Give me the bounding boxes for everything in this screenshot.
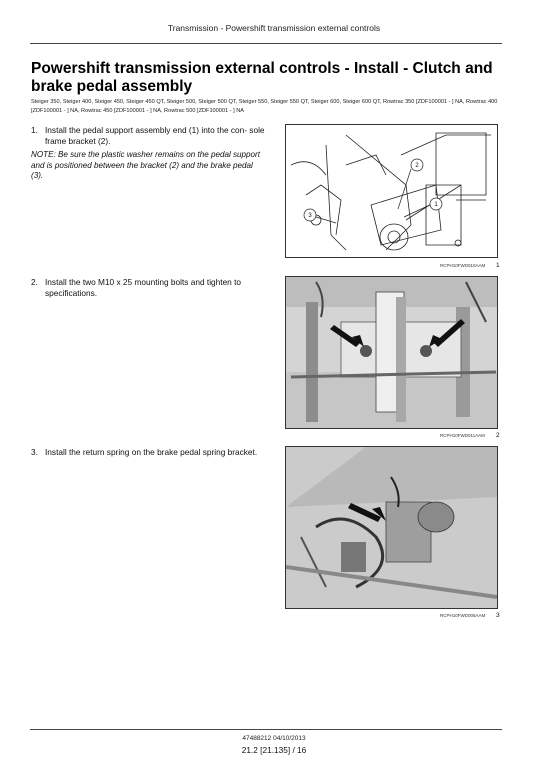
step-number: 3. [31, 447, 38, 457]
footer-page-number: 21.2 [21.135] / 16 [241, 745, 307, 755]
header-divider [30, 43, 502, 44]
running-header: Transmission - Powershift transmission external controls [167, 23, 381, 33]
step-text: Install the return spring on the brake pedal spring bracket. [45, 447, 258, 457]
page-title: Powershift transmission external controls - Install - Clutch and brake pedal assembly [31, 60, 493, 95]
footer-document-ref: 47488212 04/10/2013 [242, 735, 306, 742]
step-3 [31, 447, 267, 458]
step-2 [31, 277, 267, 299]
figure-3-number: 3 [496, 612, 500, 619]
figure-3-return-spring-photo [285, 446, 498, 609]
step-1 [31, 125, 267, 147]
step-number: 1. [31, 125, 38, 135]
figure-1-code: RCPH10FWD010AAM [440, 263, 486, 268]
model-applicability: Steiger 350, Steiger 400, Steiger 450, Steiger 450 QT, Steiger 500, Steiger 500 QT, Steiger 550, Steiger 550 QT, Steiger 600, Steiger 600 QT, Rowtrac 350 [ZDF100001 - ] NA, Rowtrac 400 [ZDF100001 - ] NA, Rowtrac 450 [ZDF100001 - ] NA, Rowtrac 500 [ZDF100001 - ] NA [31, 99, 498, 114]
figure-3-code: RCPH10FWD006AAM [440, 613, 486, 618]
note-text: NOTE: Be sure the plastic washer remains on the pedal support and is positioned between the bracket (2) and the brake pedal (3). [31, 150, 260, 180]
callout-1-label: 1 [434, 202, 438, 208]
step-text: Install the two M10 x 25 mounting bolts and tighten to specifications. [45, 277, 242, 298]
step-number: 2. [31, 277, 38, 287]
footer-divider [30, 729, 502, 730]
callout-3-label: 3 [308, 213, 312, 219]
step-text: Install the pedal support assembly end (1) into the con- sole frame bracket (2). [45, 125, 265, 146]
figure-2-code: RCPH10FWD011AAM [440, 433, 485, 438]
figure-1-pedal-support-drawing [285, 124, 498, 258]
callout-2-label: 2 [415, 163, 419, 169]
figure-1-number: 1 [496, 262, 500, 269]
figure-2-mounting-bolts-photo [285, 276, 498, 429]
figure-2-number: 2 [496, 432, 500, 439]
